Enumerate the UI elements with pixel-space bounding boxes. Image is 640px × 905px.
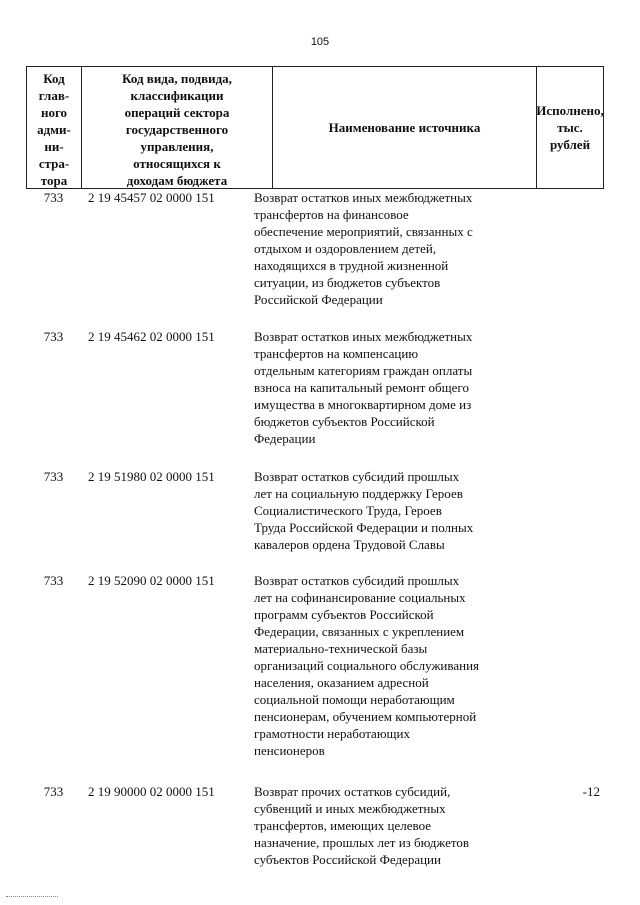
source-name-line: лет на социальную поддержку Героев <box>254 486 463 501</box>
header-admin-line: ного <box>40 105 68 120</box>
header-code-line: классификации <box>130 88 224 103</box>
source-name-line: трансфертов на финансовое <box>254 207 409 222</box>
source-name-line: Возврат остатков иных межбюджетных <box>254 329 473 344</box>
header-code-line: Код вида, подвида, <box>122 71 232 86</box>
admin-code: 733 <box>43 469 64 484</box>
admin-code: 733 <box>43 784 64 799</box>
source-name-line: материально-технической базы <box>254 641 428 656</box>
source-name-line: населения, оказанием адресной <box>254 675 429 690</box>
source-name <box>254 328 516 447</box>
source-name-line: Возврат остатков субсидий прошлых <box>254 573 460 588</box>
header-code-line: доходам бюджета <box>126 173 228 188</box>
header-admin-line: адми- <box>37 122 71 137</box>
source-name-line: Возврат остатков иных межбюджетных <box>254 190 473 205</box>
admin-code: 733 <box>43 573 64 588</box>
source-name-line: ситуации, из бюджетов субъектов <box>254 275 441 290</box>
table-header <box>26 66 604 189</box>
source-name-line: Труда Российской Федерации и полных <box>254 520 474 535</box>
header-amount-line: тыс. <box>557 120 583 135</box>
source-name-line: пенсионерам, обучением компьютерной <box>254 709 477 724</box>
source-name-line: находящихся в трудной жизненной <box>254 258 449 273</box>
source-name-line: отдыхом и оздоровлением детей, <box>254 241 437 256</box>
source-name-line: назначение, прошлых лет из бюджетов <box>254 835 470 850</box>
source-name <box>254 783 516 868</box>
source-name <box>254 572 516 759</box>
header-admin-line: Код <box>43 71 65 86</box>
header-admin-line: тора <box>40 173 68 188</box>
header-amount-line: рублей <box>549 137 591 152</box>
source-name-line: грамотности неработающих <box>254 726 411 741</box>
source-name-line: субъектов Российской Федерации <box>254 852 441 867</box>
header-amount <box>537 67 603 188</box>
amount-value: -12 <box>582 784 600 799</box>
source-name-line: обеспечение мероприятий, связанных с <box>254 224 473 239</box>
source-name-line: взноса на капитальный ремонт общего <box>254 380 469 395</box>
header-name-text: Наименование источника <box>328 120 481 135</box>
header-classification-code <box>82 67 273 188</box>
page-number: 105 <box>310 36 330 48</box>
header-admin-line: глав- <box>38 88 70 103</box>
header-amount-line: Исполнено, <box>536 103 604 118</box>
admin-code: 733 <box>43 190 64 205</box>
header-code-line: управления, <box>140 139 214 154</box>
source-name-line: Возврат остатков субсидий прошлых <box>254 469 460 484</box>
classification-code: 2 19 52090 02 0000 151 <box>88 573 215 588</box>
source-name-line: Социалистического Труда, Героев <box>254 503 442 518</box>
classification-code: 2 19 51980 02 0000 151 <box>88 469 215 484</box>
header-admin-line: стра- <box>38 156 70 171</box>
source-name-line: Федерации <box>254 431 316 446</box>
header-code-line: государственного <box>125 122 229 137</box>
source-name-line: бюджетов субъектов Российской <box>254 414 435 429</box>
source-name-line: трансфертов, имеющих целевое <box>254 818 432 833</box>
source-name-line: лет на софинансирование социальных <box>254 590 466 605</box>
source-name-line: имущества в многоквартирном доме из <box>254 397 472 412</box>
classification-code: 2 19 45462 02 0000 151 <box>88 329 215 344</box>
source-name-line: пенсионеров <box>254 743 325 758</box>
header-code-line: относящихся к <box>133 156 221 171</box>
source-name-line: Федерации, связанных с укреплением <box>254 624 465 639</box>
source-name-line: программ субъектов Российской <box>254 607 434 622</box>
source-name-line: отдельным категориям граждан оплаты <box>254 363 473 378</box>
source-name-line: Возврат прочих остатков субсидий, <box>254 784 451 799</box>
source-name-line: трансфертов на компенсацию <box>254 346 419 361</box>
header-admin-code <box>27 67 82 188</box>
header-source-name <box>273 67 537 188</box>
source-name-line: субвенций и иных межбюджетных <box>254 801 446 816</box>
source-name-line: кавалеров ордена Трудовой Славы <box>254 537 445 552</box>
header-admin-line: ни- <box>44 139 64 154</box>
classification-code: 2 19 45457 02 0000 151 <box>88 190 215 205</box>
source-name <box>254 468 516 553</box>
source-name-line: Российской Федерации <box>254 292 383 307</box>
header-code-line: операций сектора <box>124 105 230 120</box>
scan-edge-mark <box>6 896 58 899</box>
admin-code: 733 <box>43 329 64 344</box>
classification-code: 2 19 90000 02 0000 151 <box>88 784 215 799</box>
source-name-line: социальной помощи неработающим <box>254 692 455 707</box>
source-name-line: организаций социального обслуживания <box>254 658 480 673</box>
source-name <box>254 189 516 308</box>
